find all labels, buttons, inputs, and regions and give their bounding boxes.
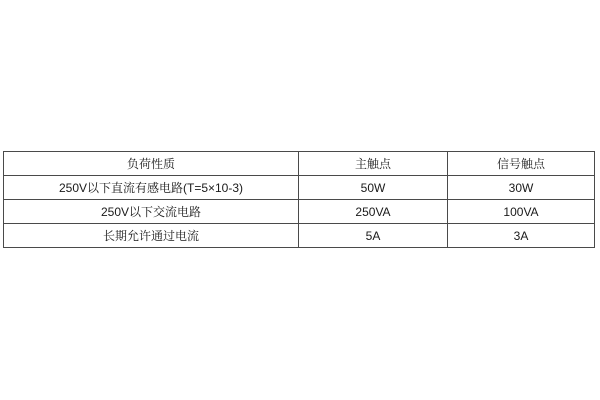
cell-signal-contact: 3A	[448, 224, 595, 248]
table-row	[4, 200, 595, 224]
contact-rating-table	[3, 151, 595, 248]
header-main-contact: 主触点	[299, 152, 448, 176]
cell-main-contact: 50W	[299, 176, 448, 200]
cell-load-nature: 250V以下交流电路	[4, 200, 299, 224]
header-load-nature: 负荷性质	[4, 152, 299, 176]
table-row	[4, 224, 595, 248]
table-header-row	[4, 152, 595, 176]
table-row	[4, 176, 595, 200]
cell-signal-contact: 30W	[448, 176, 595, 200]
cell-load-nature: 长期允许通过电流	[4, 224, 299, 248]
cell-load-nature: 250V以下直流有感电路(T=5×10-3)	[4, 176, 299, 200]
cell-main-contact: 5A	[299, 224, 448, 248]
cell-main-contact: 250VA	[299, 200, 448, 224]
header-signal-contact: 信号触点	[448, 152, 595, 176]
cell-signal-contact: 100VA	[448, 200, 595, 224]
